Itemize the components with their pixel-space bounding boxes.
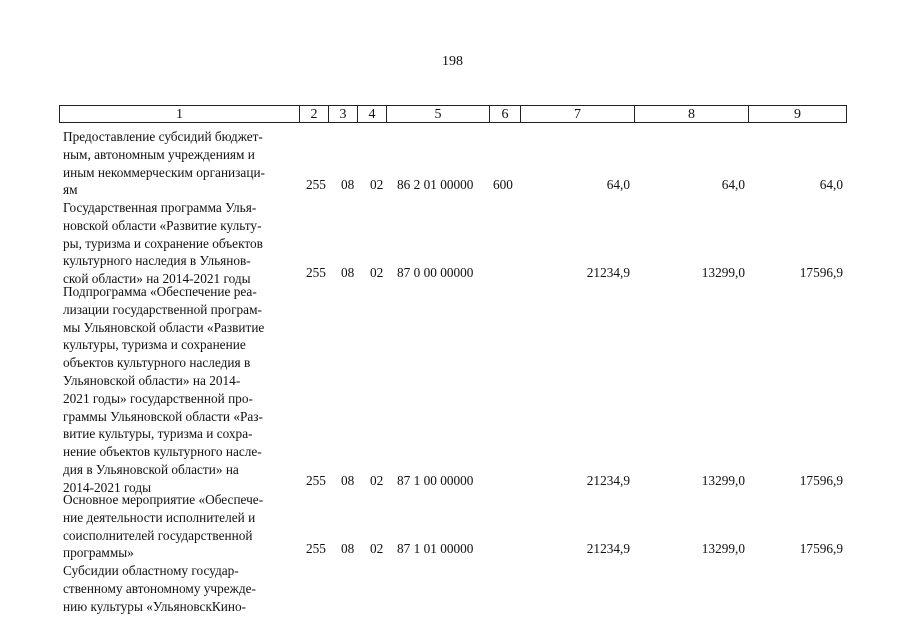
row-description bbox=[63, 199, 299, 288]
description-line: ры, туризма и сохранение объектов bbox=[63, 235, 263, 251]
header-col-9: 9 bbox=[748, 105, 847, 123]
header-col-3: 3 bbox=[328, 105, 358, 123]
col4-value: 02 bbox=[370, 177, 384, 192]
description-line: Предоставление субсидий бюджет- bbox=[63, 129, 263, 144]
description-line: ние деятельности исполнителей и bbox=[63, 509, 256, 525]
col5-value: 86 2 01 00000 bbox=[397, 177, 474, 192]
col9-value: 17596,9 bbox=[799, 265, 843, 280]
row-description bbox=[63, 283, 299, 497]
header-col-2: 2 bbox=[299, 105, 329, 123]
col7-value: 21234,9 bbox=[586, 541, 630, 556]
description-line: нию культуры «УльяновскКино- bbox=[63, 598, 247, 614]
col4-value: 02 bbox=[370, 265, 384, 280]
description-line: 2014-2021 годы bbox=[63, 479, 152, 495]
row-description bbox=[63, 562, 299, 615]
description-line: ным, автономным учреждениям и bbox=[63, 146, 255, 162]
description-line: культурного наследия в Ульянов- bbox=[63, 253, 251, 269]
description-line: нение объектов культурного насле- bbox=[63, 444, 262, 460]
description-line: культуры, туризма и сохранение bbox=[63, 337, 246, 353]
row-description bbox=[63, 491, 299, 562]
col5-value: 87 0 00 00000 bbox=[397, 265, 474, 280]
header-col-5: 5 bbox=[386, 105, 490, 123]
col4-value: 02 bbox=[370, 541, 384, 556]
description-line: Подпрограмма «Обеспечение реа- bbox=[63, 284, 257, 299]
col9-value: 17596,9 bbox=[799, 473, 843, 488]
header-col-8: 8 bbox=[634, 105, 749, 123]
page-number: 198 bbox=[442, 54, 463, 69]
description-line: объектов культурного наследия в bbox=[63, 355, 251, 371]
col2-value: 255 bbox=[306, 473, 326, 488]
col3-value: 08 bbox=[341, 265, 355, 280]
description-line: ственному автономному учрежде- bbox=[63, 580, 256, 596]
description-line: новской области «Развитие культу- bbox=[63, 217, 262, 233]
description-line: ской области» на 2014-2021 годы bbox=[63, 271, 251, 287]
col7-value: 21234,9 bbox=[586, 473, 630, 488]
description-line: Ульяновской области» на 2014- bbox=[63, 372, 241, 388]
col7-value: 64,0 bbox=[606, 177, 630, 192]
description-line: Государственная программа Улья- bbox=[63, 200, 257, 215]
col4-value: 02 bbox=[370, 473, 384, 488]
col8-value: 13299,0 bbox=[701, 541, 745, 556]
description-line: соисполнителей государственной bbox=[63, 527, 253, 543]
description-line: Субсидии областному государ- bbox=[63, 563, 239, 578]
col8-value: 64,0 bbox=[721, 177, 745, 192]
row-description bbox=[63, 128, 299, 199]
col3-value: 08 bbox=[341, 177, 355, 192]
col7-value: 21234,9 bbox=[586, 265, 630, 280]
header-col-7: 7 bbox=[520, 105, 635, 123]
col2-value: 255 bbox=[306, 177, 326, 192]
table-header-row bbox=[59, 105, 847, 125]
col5-value: 87 1 00 00000 bbox=[397, 473, 474, 488]
description-line: дия в Ульяновской области» на bbox=[63, 461, 239, 477]
description-line: граммы Ульяновской области «Раз- bbox=[63, 408, 263, 424]
col8-value: 13299,0 bbox=[701, 473, 745, 488]
description-line: 2021 годы» государственной про- bbox=[63, 390, 253, 406]
col3-value: 08 bbox=[341, 473, 355, 488]
description-line: мы Ульяновской области «Развитие bbox=[63, 319, 265, 335]
header-col-1: 1 bbox=[59, 105, 300, 123]
col2-value: 255 bbox=[306, 265, 326, 280]
description-line: иным некоммерческим организаци- bbox=[63, 164, 265, 180]
description-line: лизации государственной програм- bbox=[63, 301, 262, 317]
description-line: ям bbox=[63, 182, 78, 198]
col5-value: 87 1 01 00000 bbox=[397, 541, 474, 556]
description-line: Основное мероприятие «Обеспече- bbox=[63, 492, 264, 507]
header-col-6: 6 bbox=[489, 105, 521, 123]
col9-value: 64,0 bbox=[819, 177, 843, 192]
col8-value: 13299,0 bbox=[701, 265, 745, 280]
col3-value: 08 bbox=[341, 541, 355, 556]
col2-value: 255 bbox=[306, 541, 326, 556]
col6-value: 600 bbox=[493, 177, 513, 192]
description-line: витие культуры, туризма и сохра- bbox=[63, 426, 253, 442]
col9-value: 17596,9 bbox=[799, 541, 843, 556]
description-line: программы» bbox=[63, 545, 134, 561]
header-col-4: 4 bbox=[357, 105, 387, 123]
